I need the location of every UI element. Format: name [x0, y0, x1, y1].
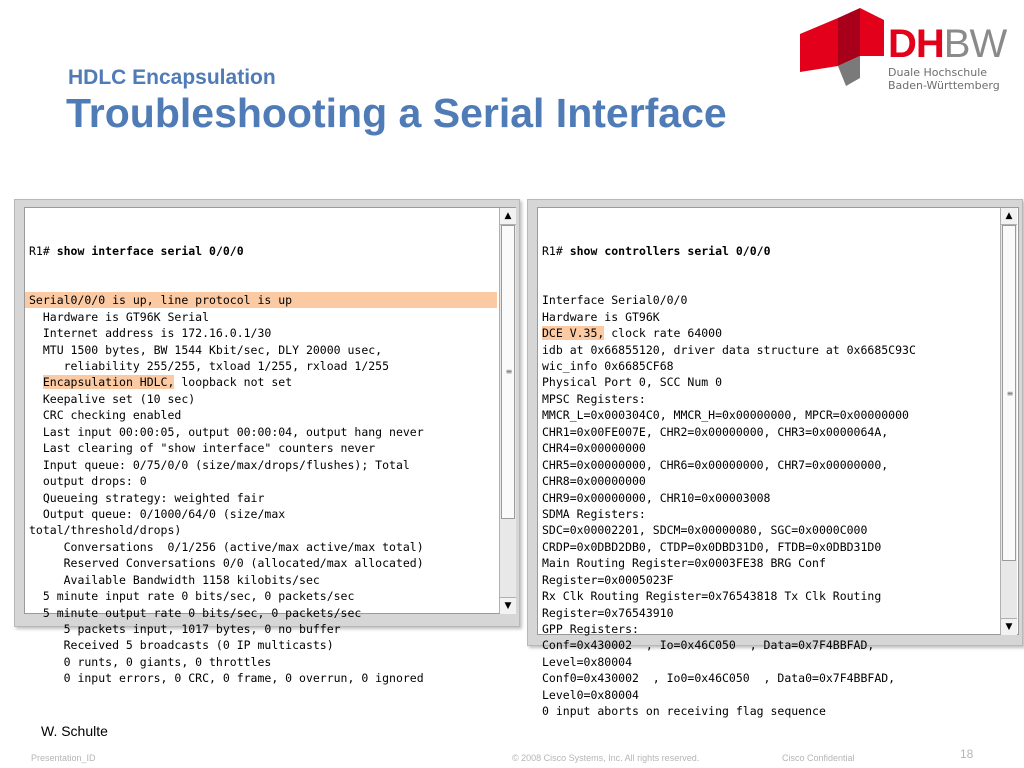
terminal-line: Encapsulation HDLC, loopback not set [42, 375, 293, 390]
terminal-line: CHR4=0x00000000 [542, 441, 646, 456]
terminal-line: Physical Port 0, SCC Num 0 [542, 375, 723, 390]
terminal-line: Input queue: 0/75/0/0 (size/max/drops/flushes); Total [29, 457, 410, 472]
terminal-line: Conf0=0x430002 , Io0=0x46C050 , Data0=0x7F4BBFAD, [542, 671, 896, 686]
grip-icon: ≡ [505, 367, 513, 376]
terminal-line: CHR9=0x00000000, CHR10=0x00003008 [542, 490, 771, 505]
scrollbar[interactable] [1000, 208, 1017, 634]
terminal-line: Received 5 broadcasts (0 IP multicasts) [29, 638, 334, 653]
scroll-down-button[interactable]: ▼ [500, 597, 516, 614]
text-highlight: Encapsulation HDLC, [42, 375, 175, 390]
terminal-line: idb at 0x66855120, driver data structure at 0x6685C93C [542, 342, 916, 357]
slide-subtitle: HDLC Encapsulation [68, 66, 276, 89]
copyright-notice: © 2008 Cisco Systems, Inc. All rights reserved. [512, 753, 700, 763]
terminal-line: 0 input errors, 0 CRC, 0 frame, 0 overrun, 0 ignored [29, 671, 424, 686]
terminal-line: Interface Serial0/0/0 [542, 293, 688, 308]
terminal-line: 5 packets input, 1017 bytes, 0 no buffer [29, 622, 341, 636]
command-line: R1# show controllers serial 0/0/0 [542, 243, 771, 258]
terminal-line: Conf=0x430002 , Io=0x46C050 , Data=0x7F4BBFAD, [542, 638, 875, 653]
terminal-line: CHR1=0x00FE007E, CHR2=0x00000000, CHR3=0x0000064A, [542, 424, 889, 439]
presentation-id: Presentation_ID [31, 753, 96, 763]
terminal-line: output drops: 0 [29, 474, 147, 489]
author-name: W. Schulte [41, 723, 108, 739]
terminal-line: Reserved Conversations 0/0 (allocated/max allocated) [29, 556, 424, 571]
terminal-line: SDC=0x00002201, SDCM=0x00000080, SGC=0x0000C000 [542, 523, 868, 538]
terminal-window-show-interface [14, 199, 520, 686]
terminal-line: MTU 1500 bytes, BW 1544 Kbit/sec, DLY 20000 usec, [29, 342, 383, 357]
terminal-line: CHR5=0x00000000, CHR6=0x00000000, CHR7=0x00000000, [542, 457, 889, 472]
scroll-up-button[interactable]: ▲ [1001, 208, 1017, 225]
terminal-line: 0 input aborts on receiving flag sequence [542, 704, 826, 719]
terminal-output-area[interactable] [24, 207, 516, 686]
scroll-thumb[interactable] [1002, 225, 1016, 561]
terminal-line: Level=0x80004 [542, 654, 633, 669]
terminal-line: Keepalive set (10 sec) [29, 391, 196, 406]
terminal-lines [29, 210, 424, 687]
terminal-line: CRDP=0x0DBD2DB0, CTDP=0x0DBD31D0, FTDB=0x0DBD31D0 [542, 539, 882, 554]
text-highlight: DCE V.35, [542, 326, 605, 341]
dhbw-logo [798, 8, 1018, 100]
terminal-line: Last clearing of "show interface" counters never [29, 441, 376, 456]
terminal-line: Available Bandwidth 1158 kilobits/sec [29, 572, 320, 587]
dhbw-wordmark: DHBW [888, 22, 1007, 66]
terminal-window-show-controllers [527, 199, 1023, 719]
terminal-line: DCE V.35, clock rate 64000 [542, 326, 723, 341]
terminal-line: CRC checking enabled [29, 408, 182, 423]
dhbw-tagline: Duale Hochschule Baden-Württemberg [888, 66, 1000, 92]
scroll-down-button[interactable]: ▼ [1001, 618, 1017, 635]
terminal-line: Main Routing Register=0x0003FE38 BRG Conf [542, 556, 826, 571]
terminal-line: Rx Clk Routing Register=0x76543818 Tx Clk Routing [542, 589, 882, 604]
scrollbar[interactable] [499, 208, 516, 613]
terminal-line: CHR8=0x00000000 [542, 474, 646, 489]
terminal-lines [542, 210, 916, 720]
terminal-line: total/threshold/drops) [29, 523, 182, 538]
terminal-line: Queueing strategy: weighted fair [29, 490, 265, 505]
terminal-line: Conversations 0/1/256 (active/max active/max total) [29, 539, 424, 554]
terminal-line: 5 minute output rate 0 bits/sec, 0 packets/sec [29, 605, 362, 620]
terminal-line: Output queue: 0/1000/64/0 (size/max [29, 506, 286, 521]
terminal-line: wic_info 0x6685CF68 [542, 359, 674, 373]
dhbw-logo-mark-icon [798, 8, 884, 100]
terminal-line: Register=0x76543910 [542, 605, 674, 620]
scroll-up-button[interactable]: ▲ [500, 208, 516, 225]
terminal-line: Last input 00:00:05, output 00:00:04, output hang never [29, 424, 424, 439]
command-line: R1# show interface serial 0/0/0 [29, 243, 244, 258]
terminal-line: Register=0x0005023F [542, 572, 674, 587]
confidential-label: Cisco Confidential [782, 753, 855, 763]
terminal-line: MPSC Registers: [542, 391, 646, 406]
terminal-line: 5 minute input rate 0 bits/sec, 0 packets/sec [29, 589, 355, 604]
slide-title: Troubleshooting a Serial Interface [66, 90, 727, 136]
grip-icon: ≡ [1006, 389, 1014, 398]
terminal-output-area[interactable] [537, 207, 1019, 719]
terminal-line: GPP Registers: [542, 622, 639, 636]
terminal-line: MMCR_L=0x000304C0, MMCR_H=0x00000000, MPCR=0x00000000 [542, 408, 909, 423]
terminal-line: Hardware is GT96K Serial [29, 309, 210, 324]
terminal-line: Level0=0x80004 [542, 687, 639, 702]
scroll-thumb[interactable] [501, 225, 515, 519]
terminal-line: Serial0/0/0 is up, line protocol is up [29, 292, 424, 308]
terminal-line: reliability 255/255, txload 1/255, rxload 1/255 [29, 359, 390, 373]
terminal-line: SDMA Registers: [542, 506, 646, 521]
page-number: 18 [960, 747, 974, 761]
terminal-line: 0 runts, 0 giants, 0 throttles [29, 654, 272, 669]
terminal-line: Internet address is 172.16.0.1/30 [29, 326, 272, 341]
terminal-line: Hardware is GT96K [542, 309, 660, 324]
